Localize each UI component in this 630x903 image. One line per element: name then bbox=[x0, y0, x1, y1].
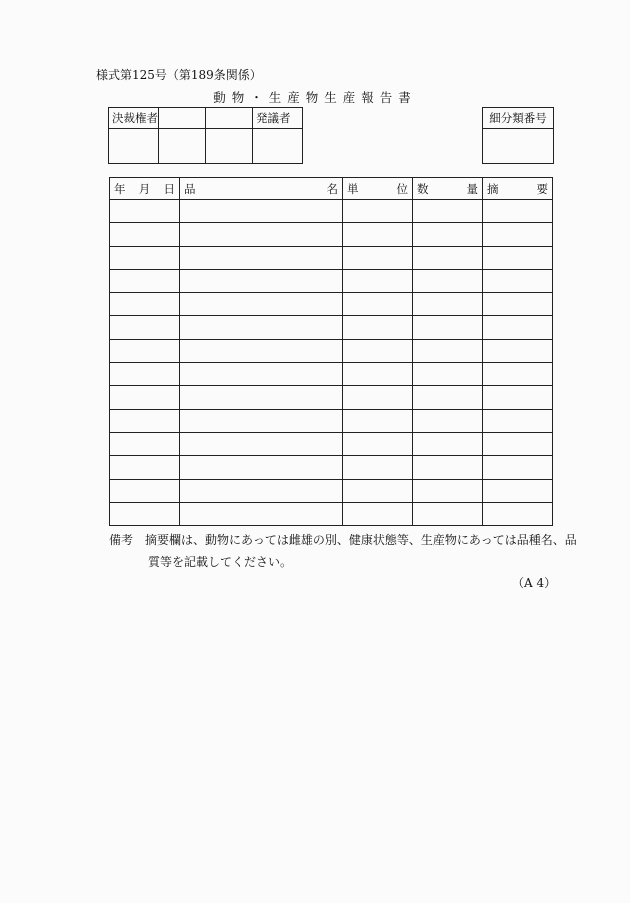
quantity-cell bbox=[413, 200, 483, 223]
unit-cell bbox=[343, 339, 413, 362]
item-name-cell bbox=[180, 293, 343, 316]
remarks-cell bbox=[483, 363, 553, 386]
quantity-cell bbox=[413, 386, 483, 409]
header-item-name: 品 名 bbox=[180, 178, 343, 200]
item-name-cell bbox=[180, 479, 343, 502]
header-remarks: 摘 要 bbox=[483, 178, 553, 200]
date-cell bbox=[110, 293, 180, 316]
item-name-cell bbox=[180, 246, 343, 269]
quantity-cell bbox=[413, 432, 483, 455]
remarks-cell bbox=[483, 339, 553, 362]
paper-size-label: （A 4） bbox=[512, 576, 557, 590]
approval-cell bbox=[206, 108, 253, 129]
item-name-cell bbox=[180, 200, 343, 223]
unit-cell bbox=[343, 386, 413, 409]
quantity-cell bbox=[413, 409, 483, 432]
classification-label: 細分類番号 bbox=[483, 108, 554, 129]
item-name-cell bbox=[180, 223, 343, 246]
approval-cell bbox=[159, 108, 206, 129]
decision-authority-label: 決裁権者 bbox=[109, 108, 159, 129]
table-row bbox=[110, 339, 553, 362]
remarks-cell bbox=[483, 409, 553, 432]
approval-box bbox=[108, 107, 303, 164]
date-cell bbox=[110, 363, 180, 386]
date-cell bbox=[110, 386, 180, 409]
remarks-cell bbox=[483, 269, 553, 292]
report-table bbox=[109, 177, 553, 526]
item-name-cell bbox=[180, 386, 343, 409]
quantity-cell bbox=[413, 293, 483, 316]
table-header-row bbox=[110, 178, 553, 200]
table-row bbox=[110, 223, 553, 246]
date-cell bbox=[110, 432, 180, 455]
date-cell bbox=[110, 339, 180, 362]
unit-cell bbox=[343, 316, 413, 339]
table-row bbox=[110, 479, 553, 502]
header-quantity: 数 量 bbox=[413, 178, 483, 200]
unit-cell bbox=[343, 246, 413, 269]
issuer-label: 発議者 bbox=[253, 108, 303, 129]
item-name-cell bbox=[180, 432, 343, 455]
remarks-cell bbox=[483, 246, 553, 269]
classification-box bbox=[482, 107, 554, 164]
item-name-cell bbox=[180, 363, 343, 386]
remarks-cell bbox=[483, 456, 553, 479]
unit-cell bbox=[343, 409, 413, 432]
date-cell bbox=[110, 223, 180, 246]
table-row bbox=[110, 269, 553, 292]
remarks-cell bbox=[483, 479, 553, 502]
quantity-cell bbox=[413, 269, 483, 292]
unit-cell bbox=[343, 432, 413, 455]
item-name-cell bbox=[180, 316, 343, 339]
remarks-cell bbox=[483, 200, 553, 223]
remarks-note-line2: 質等を記載してください。 bbox=[148, 555, 293, 569]
table-row bbox=[110, 409, 553, 432]
unit-cell bbox=[343, 269, 413, 292]
date-cell bbox=[110, 200, 180, 223]
date-cell bbox=[110, 456, 180, 479]
item-name-cell bbox=[180, 269, 343, 292]
quantity-cell bbox=[413, 316, 483, 339]
date-cell bbox=[110, 479, 180, 502]
remarks-cell bbox=[483, 316, 553, 339]
quantity-cell bbox=[413, 363, 483, 386]
quantity-cell bbox=[413, 223, 483, 246]
date-cell bbox=[110, 502, 180, 525]
header-unit: 単 位 bbox=[343, 178, 413, 200]
unit-cell bbox=[343, 456, 413, 479]
item-name-cell bbox=[180, 339, 343, 362]
date-cell bbox=[110, 316, 180, 339]
table-row bbox=[110, 502, 553, 525]
item-name-cell bbox=[180, 409, 343, 432]
quantity-cell bbox=[413, 339, 483, 362]
unit-cell bbox=[343, 223, 413, 246]
remarks-note-line1: 備考 摘要欄は、動物にあっては雌雄の別、健康状態等、生産物にあっては品種名、品 bbox=[109, 533, 577, 547]
table-row bbox=[110, 432, 553, 455]
quantity-cell bbox=[413, 479, 483, 502]
decision-stamp-cell bbox=[109, 129, 159, 164]
unit-cell bbox=[343, 363, 413, 386]
form-number: 様式第125号（第189条関係） bbox=[96, 68, 262, 82]
quantity-cell bbox=[413, 502, 483, 525]
classification-value-cell bbox=[483, 129, 554, 164]
table-row bbox=[110, 456, 553, 479]
date-cell bbox=[110, 269, 180, 292]
item-name-cell bbox=[180, 502, 343, 525]
document-title: 動物・生産物生産報告書 bbox=[213, 90, 417, 105]
unit-cell bbox=[343, 502, 413, 525]
remarks-cell bbox=[483, 502, 553, 525]
table-row bbox=[110, 293, 553, 316]
remarks-cell bbox=[483, 293, 553, 316]
approval-stamp-cell bbox=[206, 129, 253, 164]
header-date: 年 月 日 bbox=[110, 178, 180, 200]
unit-cell bbox=[343, 479, 413, 502]
approval-stamp-cell bbox=[159, 129, 206, 164]
table-row bbox=[110, 363, 553, 386]
issuer-stamp-cell bbox=[253, 129, 303, 164]
item-name-cell bbox=[180, 456, 343, 479]
unit-cell bbox=[343, 200, 413, 223]
remarks-cell bbox=[483, 432, 553, 455]
quantity-cell bbox=[413, 456, 483, 479]
date-cell bbox=[110, 246, 180, 269]
table-row bbox=[110, 246, 553, 269]
date-cell bbox=[110, 409, 180, 432]
remarks-cell bbox=[483, 386, 553, 409]
quantity-cell bbox=[413, 246, 483, 269]
table-row bbox=[110, 200, 553, 223]
table-row bbox=[110, 386, 553, 409]
table-row bbox=[110, 316, 553, 339]
remarks-cell bbox=[483, 223, 553, 246]
unit-cell bbox=[343, 293, 413, 316]
